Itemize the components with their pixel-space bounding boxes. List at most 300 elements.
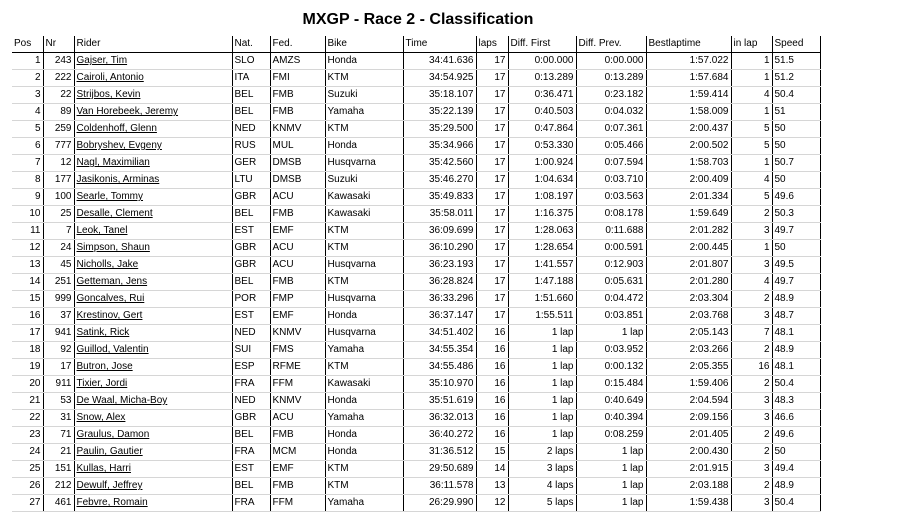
table-row	[12, 427, 820, 444]
table-row	[12, 104, 820, 121]
laps-cell: 17	[476, 274, 508, 291]
diff-prev-cell: 0:08.259	[576, 427, 646, 444]
rider-link[interactable]: Cairoli, Antonio	[74, 70, 232, 87]
diff-prev-cell: 0:07.594	[576, 155, 646, 172]
fed-cell: FMB	[270, 87, 325, 104]
nr-cell: 71	[43, 427, 74, 444]
diff-prev-cell: 0:04.472	[576, 291, 646, 308]
rider-link[interactable]: Bobryshev, Evgeny	[74, 138, 232, 155]
diff-first-cell: 1:00.924	[508, 155, 576, 172]
bike-cell: Kawasaki	[325, 189, 403, 206]
diff-first-cell: 1 lap	[508, 393, 576, 410]
bestlaptime-cell: 2:04.594	[646, 393, 731, 410]
rider-link[interactable]: Searle, Tommy	[74, 189, 232, 206]
speed-cell: 49.6	[772, 427, 820, 444]
diff-first-cell: 1:41.557	[508, 257, 576, 274]
bike-cell: Honda	[325, 138, 403, 155]
bike-cell: Honda	[325, 53, 403, 70]
bestlaptime-cell: 2:03.768	[646, 308, 731, 325]
pos-cell: 6	[12, 138, 43, 155]
nr-cell: 89	[43, 104, 74, 121]
laps-cell: 16	[476, 359, 508, 376]
laps-cell: 17	[476, 257, 508, 274]
nr-cell: 259	[43, 121, 74, 138]
bike-cell: KTM	[325, 70, 403, 87]
diff-first-cell: 0:40.503	[508, 104, 576, 121]
col-header-diff-first: Diff. First	[508, 36, 576, 53]
time-cell: 34:41.636	[403, 53, 476, 70]
bestlaptime-cell: 1:57.684	[646, 70, 731, 87]
nat-cell: BEL	[232, 206, 270, 223]
diff-prev-cell: 0:13.289	[576, 70, 646, 87]
fed-cell: FMB	[270, 206, 325, 223]
diff-prev-cell: 0:40.394	[576, 410, 646, 427]
table-row	[12, 478, 820, 495]
nr-cell: 222	[43, 70, 74, 87]
fed-cell: FMB	[270, 104, 325, 121]
pos-cell: 10	[12, 206, 43, 223]
in-lap-cell: 5	[731, 189, 772, 206]
diff-prev-cell: 0:12.903	[576, 257, 646, 274]
bike-cell: Honda	[325, 393, 403, 410]
speed-cell: 50	[772, 138, 820, 155]
diff-first-cell: 1:04.634	[508, 172, 576, 189]
pos-cell: 8	[12, 172, 43, 189]
bestlaptime-cell: 1:58.703	[646, 155, 731, 172]
speed-cell: 50.3	[772, 206, 820, 223]
diff-prev-cell: 1 lap	[576, 444, 646, 461]
time-cell: 31:36.512	[403, 444, 476, 461]
col-header-bestlaptime: Bestlaptime	[646, 36, 731, 53]
laps-cell: 17	[476, 308, 508, 325]
nat-cell: BEL	[232, 274, 270, 291]
laps-cell: 17	[476, 240, 508, 257]
diff-first-cell: 3 laps	[508, 461, 576, 478]
speed-cell: 49.7	[772, 274, 820, 291]
in-lap-cell: 2	[731, 206, 772, 223]
time-cell: 34:55.486	[403, 359, 476, 376]
table-row	[12, 53, 820, 70]
bike-cell: KTM	[325, 121, 403, 138]
table-row	[12, 206, 820, 223]
time-cell: 36:28.824	[403, 274, 476, 291]
col-header-time: Time	[403, 36, 476, 53]
diff-first-cell: 1:16.375	[508, 206, 576, 223]
in-lap-cell: 4	[731, 274, 772, 291]
rider-link[interactable]: Butron, Jose	[74, 359, 232, 376]
fed-cell: KNMV	[270, 325, 325, 342]
nat-cell: EST	[232, 308, 270, 325]
rider-link[interactable]: Krestinov, Gert	[74, 308, 232, 325]
diff-prev-cell: 1 lap	[576, 478, 646, 495]
in-lap-cell: 5	[731, 121, 772, 138]
laps-cell: 13	[476, 478, 508, 495]
fed-cell: EMF	[270, 223, 325, 240]
laps-cell: 16	[476, 325, 508, 342]
in-lap-cell: 2	[731, 478, 772, 495]
bestlaptime-cell: 1:59.406	[646, 376, 731, 393]
in-lap-cell: 1	[731, 70, 772, 87]
rider-link[interactable]: Nagl, Maximilian	[74, 155, 232, 172]
bestlaptime-cell: 2:01.282	[646, 223, 731, 240]
pos-cell: 2	[12, 70, 43, 87]
diff-prev-cell: 0:00.000	[576, 53, 646, 70]
time-cell: 26:29.990	[403, 495, 476, 512]
fed-cell: FMP	[270, 291, 325, 308]
nat-cell: FRA	[232, 444, 270, 461]
diff-first-cell: 1:51.660	[508, 291, 576, 308]
table-row	[12, 342, 820, 359]
col-header-bike: Bike	[325, 36, 403, 53]
header-row	[12, 36, 820, 53]
diff-prev-cell: 1 lap	[576, 495, 646, 512]
rider-link[interactable]: Tixier, Jordi	[74, 376, 232, 393]
table-row	[12, 172, 820, 189]
nr-cell: 21	[43, 444, 74, 461]
fed-cell: FMB	[270, 427, 325, 444]
bestlaptime-cell: 2:03.304	[646, 291, 731, 308]
speed-cell: 50.4	[772, 376, 820, 393]
nat-cell: EST	[232, 461, 270, 478]
nr-cell: 151	[43, 461, 74, 478]
laps-cell: 16	[476, 376, 508, 393]
fed-cell: FMB	[270, 478, 325, 495]
rider-link[interactable]: Nicholls, Jake	[74, 257, 232, 274]
rider-link[interactable]: De Waal, Micha-Boy	[74, 393, 232, 410]
nr-cell: 911	[43, 376, 74, 393]
diff-prev-cell: 1 lap	[576, 461, 646, 478]
nat-cell: BEL	[232, 427, 270, 444]
fed-cell: FMB	[270, 274, 325, 291]
nat-cell: ESP	[232, 359, 270, 376]
bestlaptime-cell: 2:05.355	[646, 359, 731, 376]
pos-cell: 18	[12, 342, 43, 359]
nr-cell: 37	[43, 308, 74, 325]
nr-cell: 45	[43, 257, 74, 274]
in-lap-cell: 2	[731, 291, 772, 308]
rider-link[interactable]: Febvre, Romain	[74, 495, 232, 512]
bestlaptime-cell: 1:57.022	[646, 53, 731, 70]
diff-first-cell: 1 lap	[508, 342, 576, 359]
nr-cell: 999	[43, 291, 74, 308]
pos-cell: 26	[12, 478, 43, 495]
time-cell: 35:49.833	[403, 189, 476, 206]
laps-cell: 17	[476, 104, 508, 121]
nat-cell: GBR	[232, 189, 270, 206]
diff-prev-cell: 0:00.591	[576, 240, 646, 257]
table-row	[12, 274, 820, 291]
fed-cell: AMZS	[270, 53, 325, 70]
rider-link[interactable]: Desalle, Clement	[74, 206, 232, 223]
laps-cell: 16	[476, 410, 508, 427]
bike-cell: KTM	[325, 359, 403, 376]
col-header-speed: Speed	[772, 36, 820, 53]
col-header-nr: Nr	[43, 36, 74, 53]
time-cell: 36:09.699	[403, 223, 476, 240]
in-lap-cell: 4	[731, 172, 772, 189]
diff-first-cell: 1 lap	[508, 376, 576, 393]
table-row	[12, 376, 820, 393]
pos-cell: 16	[12, 308, 43, 325]
speed-cell: 49.4	[772, 461, 820, 478]
fed-cell: ACU	[270, 257, 325, 274]
diff-first-cell: 0:36.471	[508, 87, 576, 104]
time-cell: 36:33.296	[403, 291, 476, 308]
pos-cell: 7	[12, 155, 43, 172]
bestlaptime-cell: 2:01.405	[646, 427, 731, 444]
diff-first-cell: 1:28.654	[508, 240, 576, 257]
time-cell: 36:10.290	[403, 240, 476, 257]
diff-prev-cell: 0:03.710	[576, 172, 646, 189]
laps-cell: 17	[476, 138, 508, 155]
diff-first-cell: 0:00.000	[508, 53, 576, 70]
speed-cell: 50	[772, 172, 820, 189]
in-lap-cell: 3	[731, 410, 772, 427]
bike-cell: Honda	[325, 427, 403, 444]
pos-cell: 21	[12, 393, 43, 410]
in-lap-cell: 2	[731, 427, 772, 444]
pos-cell: 15	[12, 291, 43, 308]
rider-link[interactable]: Goncalves, Rui	[74, 291, 232, 308]
laps-cell: 17	[476, 70, 508, 87]
fed-cell: ACU	[270, 240, 325, 257]
rider-link[interactable]: Kullas, Harri	[74, 461, 232, 478]
fed-cell: EMF	[270, 308, 325, 325]
table-row	[12, 240, 820, 257]
nr-cell: 177	[43, 172, 74, 189]
bestlaptime-cell: 2:09.156	[646, 410, 731, 427]
nr-cell: 243	[43, 53, 74, 70]
rider-link[interactable]: Strijbos, Kevin	[74, 87, 232, 104]
diff-first-cell: 1:08.197	[508, 189, 576, 206]
nr-cell: 212	[43, 478, 74, 495]
diff-first-cell: 0:47.864	[508, 121, 576, 138]
speed-cell: 50	[772, 121, 820, 138]
bestlaptime-cell: 1:58.009	[646, 104, 731, 121]
table-row	[12, 291, 820, 308]
laps-cell: 14	[476, 461, 508, 478]
rider-link[interactable]: Dewulf, Jeffrey	[74, 478, 232, 495]
nat-cell: FRA	[232, 376, 270, 393]
rider-link[interactable]: Paulin, Gautier	[74, 444, 232, 461]
bestlaptime-cell: 1:59.649	[646, 206, 731, 223]
in-lap-cell: 4	[731, 87, 772, 104]
pos-cell: 17	[12, 325, 43, 342]
fed-cell: DMSB	[270, 172, 325, 189]
table-row	[12, 308, 820, 325]
diff-first-cell: 0:53.330	[508, 138, 576, 155]
fed-cell: ACU	[270, 189, 325, 206]
table-body	[12, 53, 820, 512]
bestlaptime-cell: 2:00.437	[646, 121, 731, 138]
nat-cell: BEL	[232, 478, 270, 495]
time-cell: 34:55.354	[403, 342, 476, 359]
rider-link[interactable]: Snow, Alex	[74, 410, 232, 427]
in-lap-cell: 3	[731, 223, 772, 240]
bestlaptime-cell: 2:01.280	[646, 274, 731, 291]
time-cell: 36:40.272	[403, 427, 476, 444]
nat-cell: NED	[232, 325, 270, 342]
nr-cell: 25	[43, 206, 74, 223]
laps-cell: 17	[476, 291, 508, 308]
in-lap-cell: 3	[731, 308, 772, 325]
nr-cell: 461	[43, 495, 74, 512]
fed-cell: FFM	[270, 495, 325, 512]
speed-cell: 48.9	[772, 342, 820, 359]
classification-table	[12, 36, 821, 512]
in-lap-cell: 3	[731, 257, 772, 274]
col-header-rider: Rider	[74, 36, 232, 53]
time-cell: 35:42.560	[403, 155, 476, 172]
pos-cell: 3	[12, 87, 43, 104]
nat-cell: GBR	[232, 410, 270, 427]
nat-cell: ITA	[232, 70, 270, 87]
rider-link[interactable]: Coldenhoff, Glenn	[74, 121, 232, 138]
laps-cell: 17	[476, 206, 508, 223]
nat-cell: GER	[232, 155, 270, 172]
table-row	[12, 461, 820, 478]
speed-cell: 48.9	[772, 478, 820, 495]
rider-link[interactable]: Satink, Rick	[74, 325, 232, 342]
diff-prev-cell: 0:05.631	[576, 274, 646, 291]
in-lap-cell: 2	[731, 342, 772, 359]
diff-first-cell: 1:55.511	[508, 308, 576, 325]
pos-cell: 20	[12, 376, 43, 393]
pos-cell: 14	[12, 274, 43, 291]
table-row	[12, 223, 820, 240]
diff-first-cell: 5 laps	[508, 495, 576, 512]
fed-cell: MUL	[270, 138, 325, 155]
col-header-pos: Pos	[12, 36, 43, 53]
rider-link[interactable]: Van Horebeek, Jeremy	[74, 104, 232, 121]
rider-link[interactable]: Guillod, Valentin	[74, 342, 232, 359]
nr-cell: 17	[43, 359, 74, 376]
nat-cell: POR	[232, 291, 270, 308]
table-row	[12, 359, 820, 376]
bike-cell: KTM	[325, 478, 403, 495]
in-lap-cell: 1	[731, 240, 772, 257]
rider-link[interactable]: Gajser, Tim	[74, 53, 232, 70]
diff-prev-cell: 0:04.032	[576, 104, 646, 121]
speed-cell: 50.4	[772, 495, 820, 512]
diff-prev-cell: 0:11.688	[576, 223, 646, 240]
in-lap-cell: 2	[731, 376, 772, 393]
speed-cell: 46.6	[772, 410, 820, 427]
pos-cell: 22	[12, 410, 43, 427]
table-row	[12, 189, 820, 206]
table-row	[12, 325, 820, 342]
rider-link[interactable]: Graulus, Damon	[74, 427, 232, 444]
rider-link[interactable]: Jasikonis, Arminas	[74, 172, 232, 189]
bike-cell: Yamaha	[325, 342, 403, 359]
bike-cell: Honda	[325, 444, 403, 461]
fed-cell: FMS	[270, 342, 325, 359]
bestlaptime-cell: 1:59.438	[646, 495, 731, 512]
table-row	[12, 155, 820, 172]
bike-cell: Suzuki	[325, 87, 403, 104]
fed-cell: MCM	[270, 444, 325, 461]
pos-cell: 23	[12, 427, 43, 444]
bike-cell: KTM	[325, 274, 403, 291]
diff-first-cell: 0:13.289	[508, 70, 576, 87]
speed-cell: 50.7	[772, 155, 820, 172]
time-cell: 34:51.402	[403, 325, 476, 342]
speed-cell: 50.4	[772, 87, 820, 104]
nr-cell: 251	[43, 274, 74, 291]
laps-cell: 17	[476, 87, 508, 104]
table-row	[12, 393, 820, 410]
bike-cell: Honda	[325, 308, 403, 325]
speed-cell: 50	[772, 240, 820, 257]
diff-first-cell: 1 lap	[508, 359, 576, 376]
pos-cell: 12	[12, 240, 43, 257]
col-header-in-lap: in lap	[731, 36, 772, 53]
rider-link[interactable]: Leok, Tanel	[74, 223, 232, 240]
bike-cell: Husqvarna	[325, 291, 403, 308]
nat-cell: EST	[232, 223, 270, 240]
diff-prev-cell: 0:08.178	[576, 206, 646, 223]
table-row	[12, 138, 820, 155]
pos-cell: 1	[12, 53, 43, 70]
table-row	[12, 121, 820, 138]
diff-first-cell: 4 laps	[508, 478, 576, 495]
rider-link[interactable]: Getteman, Jens	[74, 274, 232, 291]
page-title: MXGP - Race 2 - Classification	[302, 11, 534, 28]
nat-cell: GBR	[232, 240, 270, 257]
in-lap-cell: 16	[731, 359, 772, 376]
pos-cell: 25	[12, 461, 43, 478]
laps-cell: 16	[476, 393, 508, 410]
bestlaptime-cell: 2:05.143	[646, 325, 731, 342]
table-row	[12, 410, 820, 427]
bike-cell: Yamaha	[325, 410, 403, 427]
time-cell: 35:18.107	[403, 87, 476, 104]
fed-cell: ACU	[270, 410, 325, 427]
bike-cell: Yamaha	[325, 495, 403, 512]
diff-prev-cell: 0:23.182	[576, 87, 646, 104]
speed-cell: 50	[772, 444, 820, 461]
in-lap-cell: 1	[731, 104, 772, 121]
bestlaptime-cell: 1:59.414	[646, 87, 731, 104]
time-cell: 35:58.011	[403, 206, 476, 223]
col-header-diff-prev: Diff. Prev.	[576, 36, 646, 53]
fed-cell: KNMV	[270, 393, 325, 410]
bestlaptime-cell: 2:01.334	[646, 189, 731, 206]
diff-prev-cell: 0:05.466	[576, 138, 646, 155]
nr-cell: 22	[43, 87, 74, 104]
nr-cell: 53	[43, 393, 74, 410]
bestlaptime-cell: 2:00.409	[646, 172, 731, 189]
speed-cell: 49.7	[772, 223, 820, 240]
bestlaptime-cell: 2:00.430	[646, 444, 731, 461]
bike-cell: Kawasaki	[325, 206, 403, 223]
nat-cell: NED	[232, 121, 270, 138]
bike-cell: Kawasaki	[325, 376, 403, 393]
bike-cell: KTM	[325, 461, 403, 478]
diff-first-cell: 1:47.188	[508, 274, 576, 291]
laps-cell: 17	[476, 53, 508, 70]
diff-prev-cell: 0:03.851	[576, 308, 646, 325]
laps-cell: 17	[476, 172, 508, 189]
in-lap-cell: 3	[731, 393, 772, 410]
laps-cell: 12	[476, 495, 508, 512]
bestlaptime-cell: 2:01.915	[646, 461, 731, 478]
nat-cell: SUI	[232, 342, 270, 359]
rider-link[interactable]: Simpson, Shaun	[74, 240, 232, 257]
time-cell: 36:37.147	[403, 308, 476, 325]
nat-cell: RUS	[232, 138, 270, 155]
bike-cell: Suzuki	[325, 172, 403, 189]
